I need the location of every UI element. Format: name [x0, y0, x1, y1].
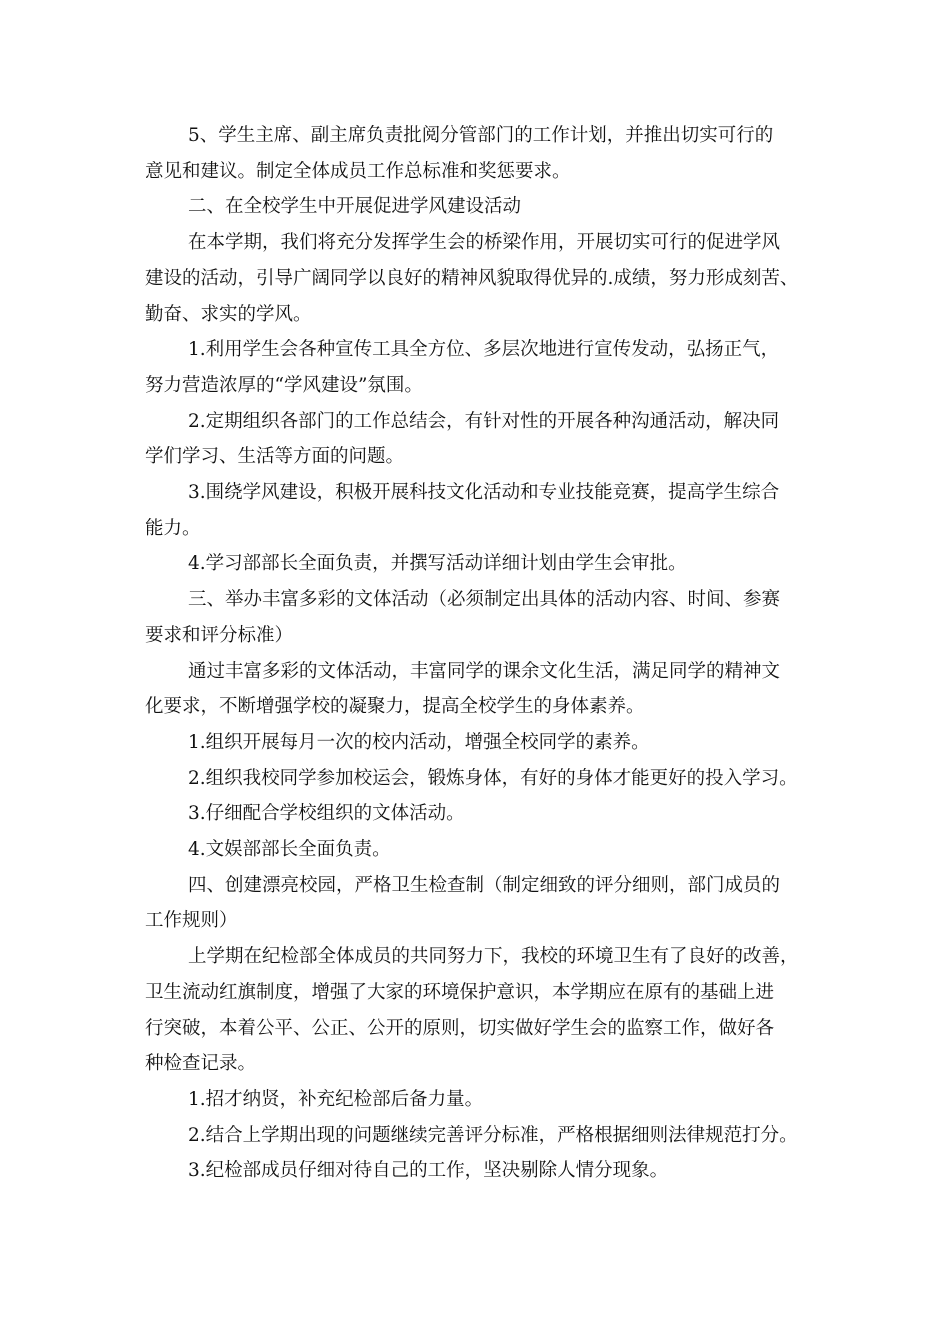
- text-line: 意见和建议。制定全体成员工作总标准和奖惩要求。: [145, 160, 571, 182]
- paragraph: [145, 332, 835, 403]
- text-line: 努力营造浓厚的“学风建设”氛围。: [145, 374, 423, 396]
- paragraph: [145, 796, 835, 832]
- text-line: 勤奋、求实的学风。: [145, 303, 312, 325]
- text-line: 1.招才纳贤，补充纪检部后备力量。: [188, 1088, 484, 1110]
- text-line: 建设的活动，引导广阔同学以良好的精神风貌取得优异的.成绩，努力形成刻苦、: [145, 267, 799, 289]
- text-line: 上学期在纪检部全体成员的共同努力下，我校的环境卫生有了良好的改善，: [188, 946, 799, 968]
- text-line: 卫生流动红旗制度，增强了大家的环境保护意识，本学期应在原有的基础上进: [145, 981, 775, 1003]
- text-line: 2.组织我校同学参加校运会，锻炼身体，有好的身体才能更好的投入学习。: [188, 767, 798, 789]
- paragraph: [145, 225, 835, 332]
- text-line: 行突破，本着公平、公正、公开的原则，切实做好学生会的监察工作，做好各: [145, 1017, 775, 1039]
- text-line: 3.仔细配合学校组织的文体活动。: [188, 803, 465, 825]
- text-line: 在本学期，我们将充分发挥学生会的桥梁作用，开展切实可行的促进学风: [188, 232, 781, 254]
- document-body: [145, 118, 835, 1189]
- text-line: 4.学习部部长全面负责，并撰写活动详细计划由学生会审批。: [188, 553, 687, 575]
- paragraph: [145, 868, 835, 939]
- paragraph: [145, 1118, 835, 1154]
- text-line: 1.利用学生会各种宣传工具全方位、多层次地进行宣传发动，弘扬正气，: [188, 339, 780, 361]
- text-line: 3.纪检部成员仔细对待自己的工作，坚决剔除人情分现象。: [188, 1160, 669, 1182]
- text-line: 4.文娱部部长全面负责。: [188, 839, 391, 861]
- paragraph: [145, 582, 835, 653]
- paragraph: [145, 654, 835, 725]
- text-line: 种检查记录。: [145, 1053, 257, 1075]
- paragraph: [145, 546, 835, 582]
- paragraph: [145, 475, 835, 546]
- paragraph: [145, 832, 835, 868]
- text-line: 2.结合上学期出现的问题继续完善评分标准，严格根据细则法律规范打分。: [188, 1124, 798, 1146]
- paragraph: [145, 1153, 835, 1189]
- text-line: 化要求，不断增强学校的凝聚力，提高全校学生的身体素养。: [145, 696, 645, 718]
- text-line: 能力。: [145, 517, 201, 539]
- paragraph: [145, 1082, 835, 1118]
- text-line: 工作规则）: [145, 910, 238, 932]
- text-line: 学们学习、生活等方面的问题。: [145, 446, 405, 468]
- text-line: 2.定期组织各部门的工作总结会，有针对性的开展各种沟通活动，解决同: [188, 410, 780, 432]
- text-line: 1.组织开展每月一次的校内活动，增强全校同学的素养。: [188, 731, 650, 753]
- paragraph: [145, 761, 835, 797]
- paragraph: [145, 404, 835, 475]
- text-line: 通过丰富多彩的文体活动，丰富同学的课余文化生活，满足同学的精神文: [188, 660, 781, 682]
- text-line: 二、在全校学生中开展促进学风建设活动: [188, 196, 522, 218]
- paragraph: [145, 189, 835, 225]
- paragraph: [145, 118, 835, 189]
- text-line: 5、学生主席、副主席负责批阅分管部门的工作计划，并推出切实可行的: [188, 125, 774, 146]
- paragraph: [145, 725, 835, 761]
- text-line: 要求和评分标准）: [145, 624, 294, 646]
- text-line: 三、举办丰富多彩的文体活动（必须制定出具体的活动内容、时间、参赛: [188, 589, 781, 611]
- text-line: 3.围绕学风建设，积极开展科技文化活动和专业技能竞赛，提高学生综合: [188, 482, 780, 504]
- text-line: 四、创建漂亮校园，严格卫生检查制（制定细致的评分细则，部门成员的: [188, 874, 781, 896]
- paragraph: [145, 939, 835, 1082]
